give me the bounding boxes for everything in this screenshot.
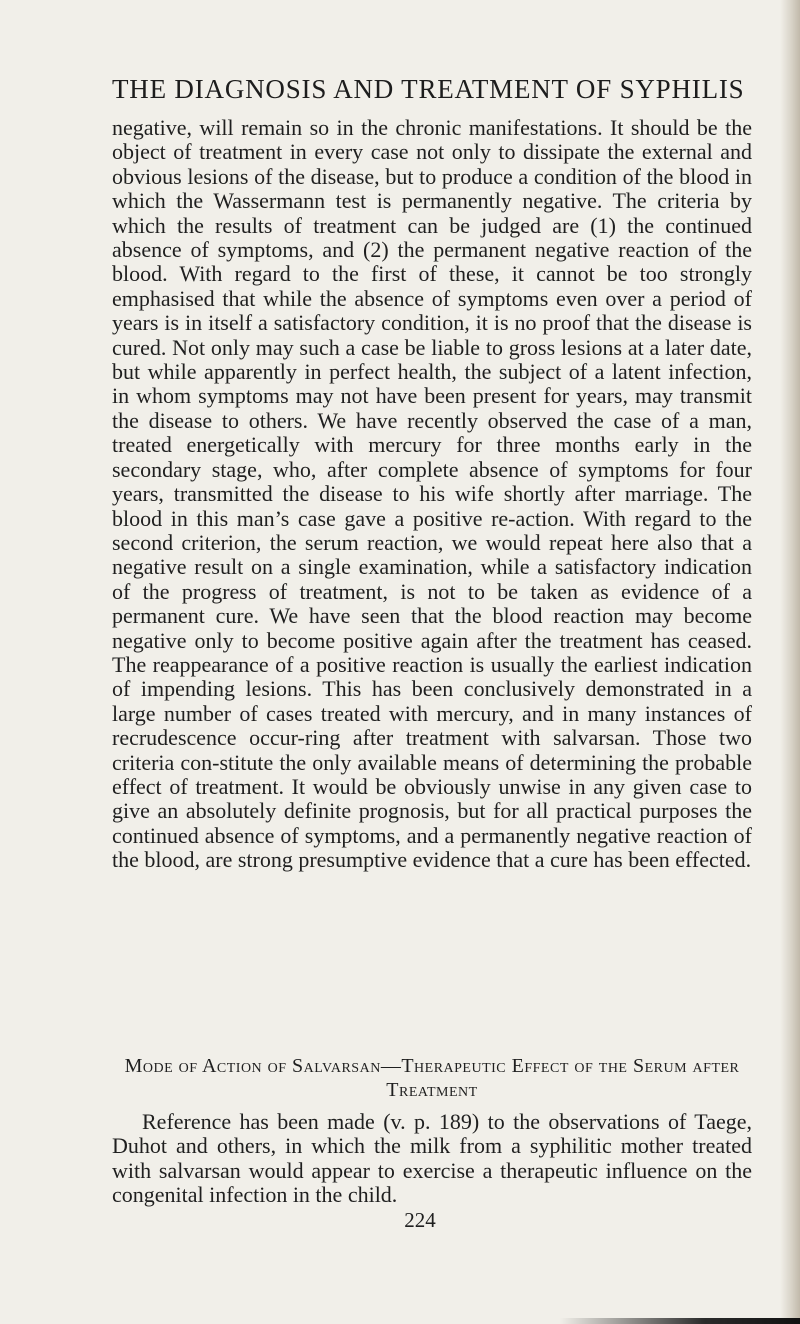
bottom-edge-shadow xyxy=(560,1318,800,1324)
body-paragraph: negative, will remain so in the chronic manifestations. It should be the object of treatment in every case not only to dissipate the external and obvious lesions of the disease, but to produce a condition of the blood in which the Wassermann test is permanently negative. The criteria by which the results of treatment can be judged are (1) the continued absence of symptoms, and (2) the permanent negative reaction of the blood. With regard to the first of these, it cannot be too strongly emphasised that while the absence of symptoms even over a period of years is in itself a satisfactory condition, it is no proof that the disease is cured. Not only may such a case be liable to gross lesions at a later date, but while apparently in perfect health, the subject of a latent infection, in whom symptoms may not have been present for years, may transmit the disease to others. We have recently observed the case of a man, treated energetically with mercury for three months early in the secondary stage, who, after complete absence of symptoms for four years, transmitted the disease to his wife shortly after marriage. The blood in this man’s case gave a positive re-action. With regard to the second criterion, the serum reaction, we would repeat here also that a negative result on a single examination, while a satisfactory indication of the progress of treatment, is not to be taken as evidence of a permanent cure. We have seen that the blood reaction may become negative only to become positive again after the treatment has ceased. The reappearance of a positive reaction is usually the earliest indication of impending lesions. This has been conclusively demonstrated in a large number of cases treated with mercury, and in many instances of recrudescence occur-ring after treatment with salvarsan. Those two criteria con-stitute the only available means of determining the probable effect of treatment. It would be obviously unwise in any given case to give an absolutely definite prognosis, but for all practical purposes the continued absence of symptoms, and a permanently negative reaction of the blood, are strong presumptive evidence that a cure has been effected. xyxy=(112,115,752,873)
section-heading: Mode of Action of Salvarsan—Therapeutic Effect of the Serum after Treatment xyxy=(124,1055,740,1101)
section-paragraph: Reference has been made (v. p. 189) to the observations of Taege, Duhot and others, in which the milk from a syphilitic mother treated with salvarsan would appear to exercise a therapeutic influence on the congenital infection in the child. xyxy=(112,1109,752,1208)
page-edge-shadow xyxy=(780,0,800,1324)
running-head: THE DIAGNOSIS AND TREATMENT OF SYPHILIS xyxy=(112,74,745,104)
body-text xyxy=(112,116,752,873)
page-number: 224 xyxy=(404,1208,436,1232)
